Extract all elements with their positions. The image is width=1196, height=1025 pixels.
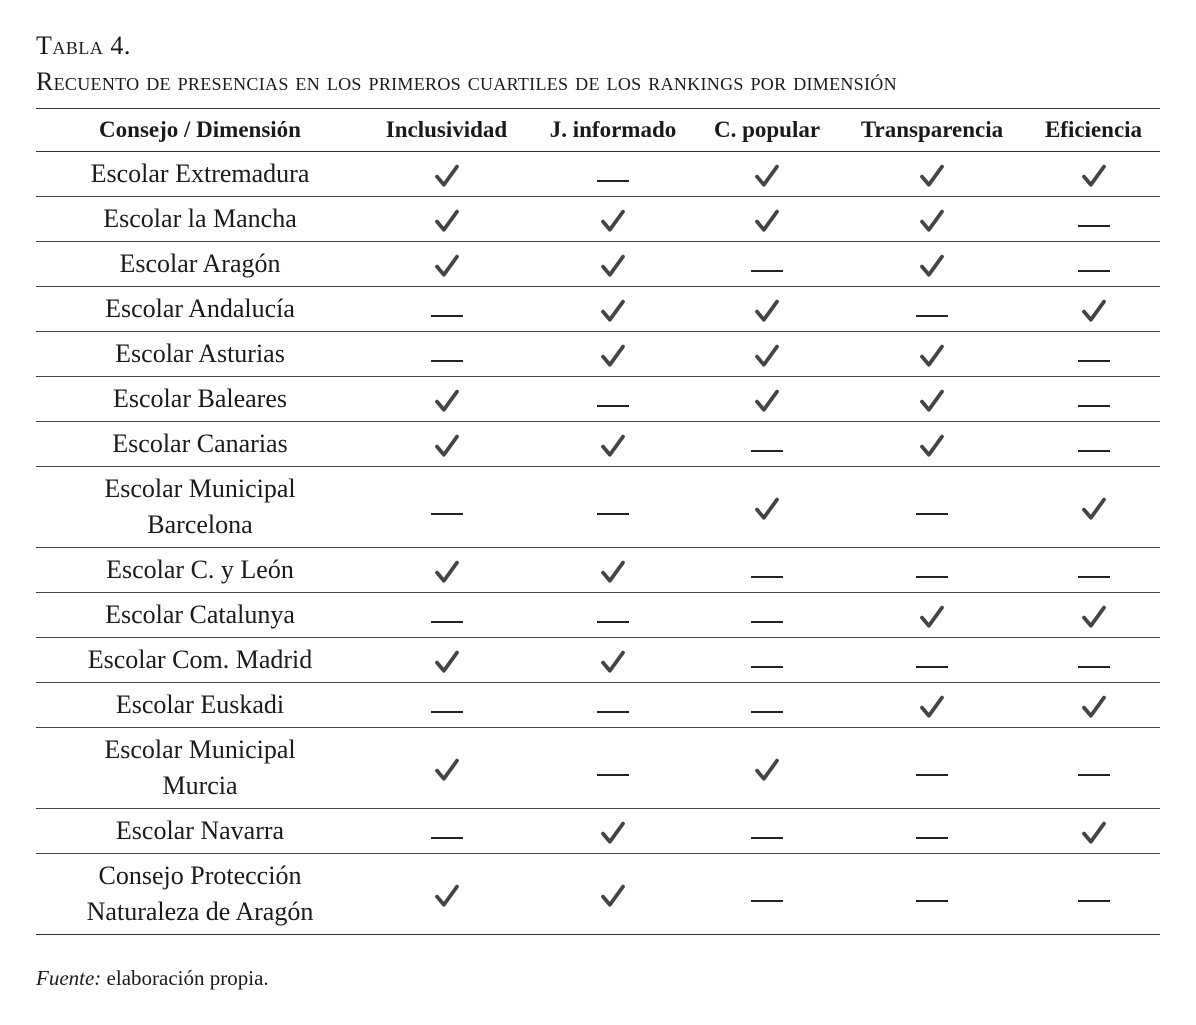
- presence-cell: [529, 197, 697, 242]
- check-icon: [917, 161, 947, 191]
- council-name-cell: [36, 332, 364, 377]
- table-row: [36, 548, 1160, 593]
- check-icon: [917, 206, 947, 236]
- dash-icon: [916, 315, 948, 317]
- dash-icon: [751, 837, 783, 839]
- presence-cell: [697, 332, 837, 377]
- presence-cell: [1027, 728, 1160, 809]
- check-icon: [752, 755, 782, 785]
- presence-cell: [529, 377, 697, 422]
- dash-icon: [751, 450, 783, 452]
- council-name-line: Escolar Euskadi: [115, 690, 285, 719]
- check-icon: [598, 251, 628, 281]
- header-c-popular: C. popular: [697, 109, 837, 152]
- council-name-cell: [36, 422, 364, 467]
- presence-cell: [837, 593, 1027, 638]
- council-name-line: Escolar Asturias: [115, 339, 285, 368]
- table-row: [36, 467, 1160, 548]
- presence-cell: [837, 548, 1027, 593]
- table-row: [36, 287, 1160, 332]
- presence-cell: [364, 287, 529, 332]
- presence-cell: [837, 422, 1027, 467]
- table-row: [36, 152, 1160, 197]
- presence-cell: [364, 332, 529, 377]
- check-icon: [432, 206, 462, 236]
- council-name-line: Naturaleza de Aragón: [86, 897, 314, 926]
- presence-cell: [364, 197, 529, 242]
- dash-icon: [751, 711, 783, 713]
- presence-cell: [364, 242, 529, 287]
- presence-cell: [837, 683, 1027, 728]
- council-name-line: Escolar Com. Madrid: [87, 645, 313, 674]
- source-text: elaboración propia.: [101, 966, 269, 990]
- check-icon: [598, 557, 628, 587]
- dash-icon: [1078, 225, 1110, 227]
- presence-cell: [837, 638, 1027, 683]
- check-icon: [432, 557, 462, 587]
- council-name-cell: [36, 854, 364, 935]
- check-icon: [598, 647, 628, 677]
- presence-cell: [364, 548, 529, 593]
- dash-icon: [916, 666, 948, 668]
- check-icon: [598, 296, 628, 326]
- presence-cell: [1027, 467, 1160, 548]
- table-row: [36, 593, 1160, 638]
- dash-icon: [751, 666, 783, 668]
- check-icon: [917, 341, 947, 371]
- source-label: Fuente:: [36, 966, 102, 990]
- presence-cell: [837, 377, 1027, 422]
- table-row: [36, 809, 1160, 854]
- table-row: [36, 683, 1160, 728]
- check-icon: [752, 206, 782, 236]
- dash-icon: [431, 360, 463, 362]
- header-inclusividad: Inclusividad: [364, 109, 529, 152]
- council-name-line: Murcia: [162, 771, 238, 800]
- presence-cell: [837, 332, 1027, 377]
- dash-icon: [597, 774, 629, 776]
- presence-cell: [1027, 287, 1160, 332]
- presence-cell: [837, 152, 1027, 197]
- table-row: [36, 422, 1160, 467]
- presence-cell: [529, 467, 697, 548]
- header-transparencia: Transparencia: [837, 109, 1027, 152]
- presence-cell: [529, 854, 697, 935]
- council-name-line: Consejo Protección: [98, 861, 302, 890]
- presence-cell: [529, 152, 697, 197]
- presence-cell: [697, 467, 837, 548]
- council-name-line: Barcelona: [147, 510, 253, 539]
- dash-icon: [1078, 270, 1110, 272]
- council-name-line: Escolar Catalunya: [105, 600, 295, 629]
- check-icon: [432, 251, 462, 281]
- dash-icon: [751, 270, 783, 272]
- dash-icon: [751, 900, 783, 902]
- presence-cell: [529, 242, 697, 287]
- presence-cell: [1027, 332, 1160, 377]
- presence-cell: [529, 332, 697, 377]
- table-row: [36, 728, 1160, 809]
- presence-cell: [697, 287, 837, 332]
- council-name-cell: [36, 197, 364, 242]
- presence-cell: [529, 593, 697, 638]
- council-name-cell: [36, 242, 364, 287]
- table-label: Tabla 4.: [36, 31, 131, 60]
- dash-icon: [597, 180, 629, 182]
- check-icon: [432, 431, 462, 461]
- presence-cell: [364, 683, 529, 728]
- council-name-line: Escolar Baleares: [113, 384, 287, 413]
- presence-cell: [697, 152, 837, 197]
- presence-cell: [364, 152, 529, 197]
- council-name-cell: [36, 377, 364, 422]
- council-name-line: Escolar Andalucía: [105, 294, 295, 323]
- table-row: [36, 332, 1160, 377]
- check-icon: [598, 206, 628, 236]
- presence-cell: [364, 422, 529, 467]
- presence-table: [36, 108, 1160, 935]
- dash-icon: [1078, 576, 1110, 578]
- presence-cell: [364, 467, 529, 548]
- presence-cell: [1027, 242, 1160, 287]
- dash-icon: [1078, 360, 1110, 362]
- council-name-line: Escolar Extremadura: [90, 159, 310, 188]
- presence-cell: [1027, 593, 1160, 638]
- presence-cell: [837, 728, 1027, 809]
- dash-icon: [751, 621, 783, 623]
- council-name-line: Escolar Canarias: [112, 429, 288, 458]
- check-icon: [1079, 296, 1109, 326]
- dash-icon: [597, 711, 629, 713]
- check-icon: [598, 881, 628, 911]
- check-icon: [752, 341, 782, 371]
- dash-icon: [431, 513, 463, 515]
- presence-cell: [837, 467, 1027, 548]
- table-row: [36, 197, 1160, 242]
- council-name-line: Escolar C. y León: [106, 555, 294, 584]
- header-consejo: Consejo / Dimensión: [36, 109, 364, 152]
- dash-icon: [597, 513, 629, 515]
- dash-icon: [916, 576, 948, 578]
- check-icon: [598, 341, 628, 371]
- presence-cell: [837, 242, 1027, 287]
- presence-cell: [697, 242, 837, 287]
- dash-icon: [1078, 774, 1110, 776]
- presence-cell: [837, 809, 1027, 854]
- presence-cell: [529, 422, 697, 467]
- presence-cell: [697, 593, 837, 638]
- presence-cell: [1027, 809, 1160, 854]
- presence-cell: [697, 377, 837, 422]
- check-icon: [752, 161, 782, 191]
- presence-cell: [697, 548, 837, 593]
- dash-icon: [1078, 405, 1110, 407]
- check-icon: [432, 386, 462, 416]
- presence-cell: [364, 377, 529, 422]
- presence-cell: [837, 854, 1027, 935]
- check-icon: [917, 692, 947, 722]
- dash-icon: [431, 315, 463, 317]
- table-row: [36, 638, 1160, 683]
- presence-cell: [529, 809, 697, 854]
- dash-icon: [751, 576, 783, 578]
- presence-cell: [529, 287, 697, 332]
- council-name-cell: [36, 548, 364, 593]
- table-title: Recuento de presencias en los primeros cuartiles de los rankings por dimensión: [36, 67, 897, 96]
- check-icon: [1079, 692, 1109, 722]
- check-icon: [1079, 602, 1109, 632]
- council-name-line: Escolar Municipal: [104, 735, 296, 764]
- check-icon: [752, 494, 782, 524]
- check-icon: [432, 881, 462, 911]
- table-row: [36, 854, 1160, 935]
- table-body: [36, 152, 1160, 935]
- presence-cell: [697, 809, 837, 854]
- presence-cell: [364, 593, 529, 638]
- dash-icon: [1078, 900, 1110, 902]
- presence-cell: [1027, 854, 1160, 935]
- presence-cell: [697, 422, 837, 467]
- check-icon: [598, 818, 628, 848]
- presence-cell: [1027, 152, 1160, 197]
- presence-cell: [529, 638, 697, 683]
- dash-icon: [1078, 450, 1110, 452]
- presence-cell: [364, 638, 529, 683]
- check-icon: [432, 161, 462, 191]
- check-icon: [917, 251, 947, 281]
- council-name-line: Escolar Navarra: [115, 816, 285, 845]
- check-icon: [752, 386, 782, 416]
- source-note: [36, 966, 269, 991]
- dash-icon: [916, 513, 948, 515]
- dash-icon: [916, 837, 948, 839]
- council-name-cell: [36, 728, 364, 809]
- table-row: [36, 242, 1160, 287]
- council-name-cell: [36, 809, 364, 854]
- council-name-cell: [36, 152, 364, 197]
- check-icon: [917, 386, 947, 416]
- dash-icon: [431, 621, 463, 623]
- presence-cell: [1027, 548, 1160, 593]
- presence-cell: [837, 197, 1027, 242]
- presence-cell: [697, 683, 837, 728]
- check-icon: [432, 647, 462, 677]
- dash-icon: [597, 405, 629, 407]
- table-container: [36, 28, 1160, 935]
- council-name-cell: [36, 287, 364, 332]
- header-eficiencia: Eficiencia: [1027, 109, 1160, 152]
- check-icon: [432, 755, 462, 785]
- presence-cell: [697, 854, 837, 935]
- council-name-cell: [36, 467, 364, 548]
- council-name-cell: [36, 638, 364, 683]
- check-icon: [752, 296, 782, 326]
- council-name-cell: [36, 593, 364, 638]
- dash-icon: [431, 711, 463, 713]
- check-icon: [598, 431, 628, 461]
- council-name-line: Escolar Aragón: [119, 249, 281, 278]
- presence-cell: [1027, 683, 1160, 728]
- presence-cell: [529, 683, 697, 728]
- presence-cell: [1027, 422, 1160, 467]
- dash-icon: [916, 774, 948, 776]
- dash-icon: [431, 837, 463, 839]
- dash-icon: [916, 900, 948, 902]
- presence-cell: [697, 197, 837, 242]
- presence-cell: [697, 728, 837, 809]
- presence-cell: [529, 728, 697, 809]
- check-icon: [1079, 818, 1109, 848]
- council-name-line: Escolar la Mancha: [103, 204, 297, 233]
- presence-cell: [1027, 197, 1160, 242]
- council-name-line: Escolar Municipal: [104, 474, 296, 503]
- check-icon: [1079, 161, 1109, 191]
- council-name-cell: [36, 683, 364, 728]
- dash-icon: [597, 621, 629, 623]
- header-row: [36, 109, 1160, 152]
- presence-cell: [697, 638, 837, 683]
- check-icon: [917, 431, 947, 461]
- presence-cell: [364, 728, 529, 809]
- presence-cell: [364, 809, 529, 854]
- dash-icon: [1078, 666, 1110, 668]
- table-row: [36, 377, 1160, 422]
- presence-cell: [1027, 377, 1160, 422]
- presence-cell: [1027, 638, 1160, 683]
- check-icon: [1079, 494, 1109, 524]
- presence-cell: [837, 287, 1027, 332]
- check-icon: [917, 602, 947, 632]
- presence-cell: [364, 854, 529, 935]
- header-j-informado: J. informado: [529, 109, 697, 152]
- presence-cell: [529, 548, 697, 593]
